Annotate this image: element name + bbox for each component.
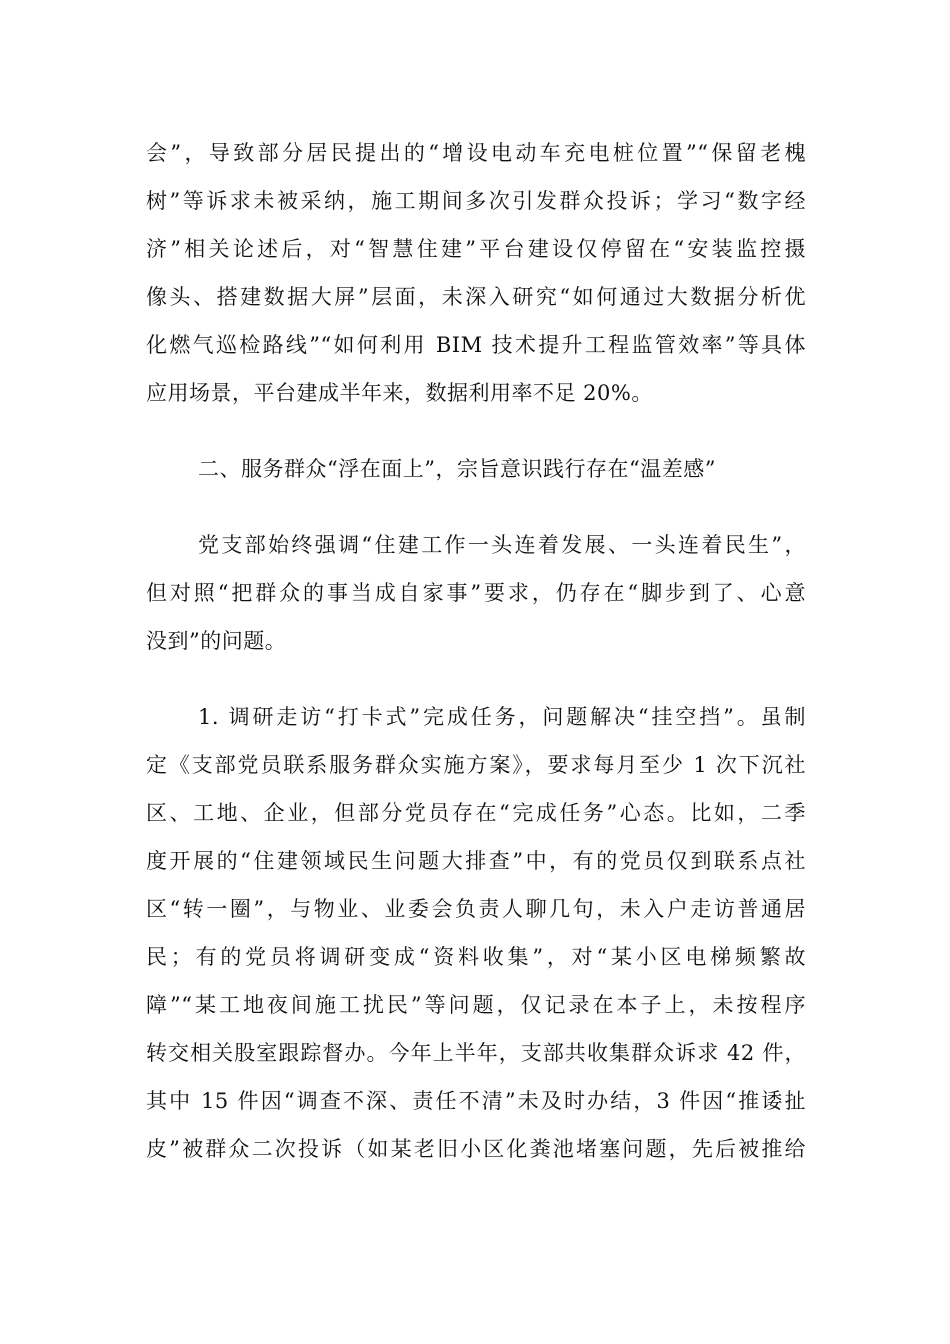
text-line: 障”“某工地夜间施工扰民”等问题，仅记录在本子上，未按程序 — [146, 993, 806, 1017]
text-line: 其中 15 件因“调查不深、责任不清”未及时办结，3 件因“推诿扯 — [146, 1089, 806, 1113]
paragraph-item-1 — [146, 693, 806, 1173]
text-line: 像头、搭建数据大屏”层面，未深入研究“如何通过大数据分析优 — [146, 285, 806, 309]
paragraph-continued — [146, 129, 806, 417]
text-line: 定《支部党员联系服务群众实施方案》，要求每月至少 1 次下沉社 — [146, 753, 806, 777]
text-line: 党支部始终强调“住建工作一头连着发展、一头连着民生”， — [198, 533, 806, 557]
text-line: 转交相关股室跟踪督办。今年上半年，支部共收集群众诉求 42 件， — [146, 1041, 806, 1065]
text-line: 但对照“把群众的事当成自家事”要求，仍存在“脚步到了、心意 — [146, 581, 806, 605]
text-line: 皮”被群众二次投诉（如某老旧小区化粪池堵塞问题，先后被推给 — [146, 1137, 806, 1161]
paragraph-intro — [146, 521, 806, 665]
document-body — [146, 129, 806, 1173]
text-line: 1. 调研走访“打卡式”完成任务，问题解决“挂空挡”。虽制 — [198, 705, 806, 729]
section-heading: 二、服务群众“浮在面上”，宗旨意识践行存在“温差感” — [198, 457, 716, 481]
text-line: 度开展的“住建领域民生问题大排查”中，有的党员仅到联系点社 — [146, 849, 806, 873]
text-line: 没到”的问题。 — [146, 629, 287, 653]
text-line: 区、工地、企业，但部分党员存在“完成任务”心态。比如，二季 — [146, 801, 806, 825]
text-line: 树”等诉求未被采纳，施工期间多次引发群众投诉；学习“数字经 — [146, 189, 806, 213]
text-line: 化燃气巡检路线”“如何利用 BIM 技术提升工程监管效率”等具体 — [146, 333, 806, 357]
text-line: 应用场景，平台建成半年来，数据利用率不足 20%。 — [146, 381, 653, 405]
text-line: 济”相关论述后，对“智慧住建”平台建设仅停留在“安装监控摄 — [146, 237, 806, 261]
text-line: 会”，导致部分居民提出的“增设电动车充电桩位置”“保留老槐 — [146, 141, 806, 165]
text-line: 区“转一圈”，与物业、业委会负责人聊几句，未入户走访普通居 — [146, 897, 806, 921]
text-line: 民；有的党员将调研变成“资料收集”，对“某小区电梯频繁故 — [146, 945, 806, 969]
